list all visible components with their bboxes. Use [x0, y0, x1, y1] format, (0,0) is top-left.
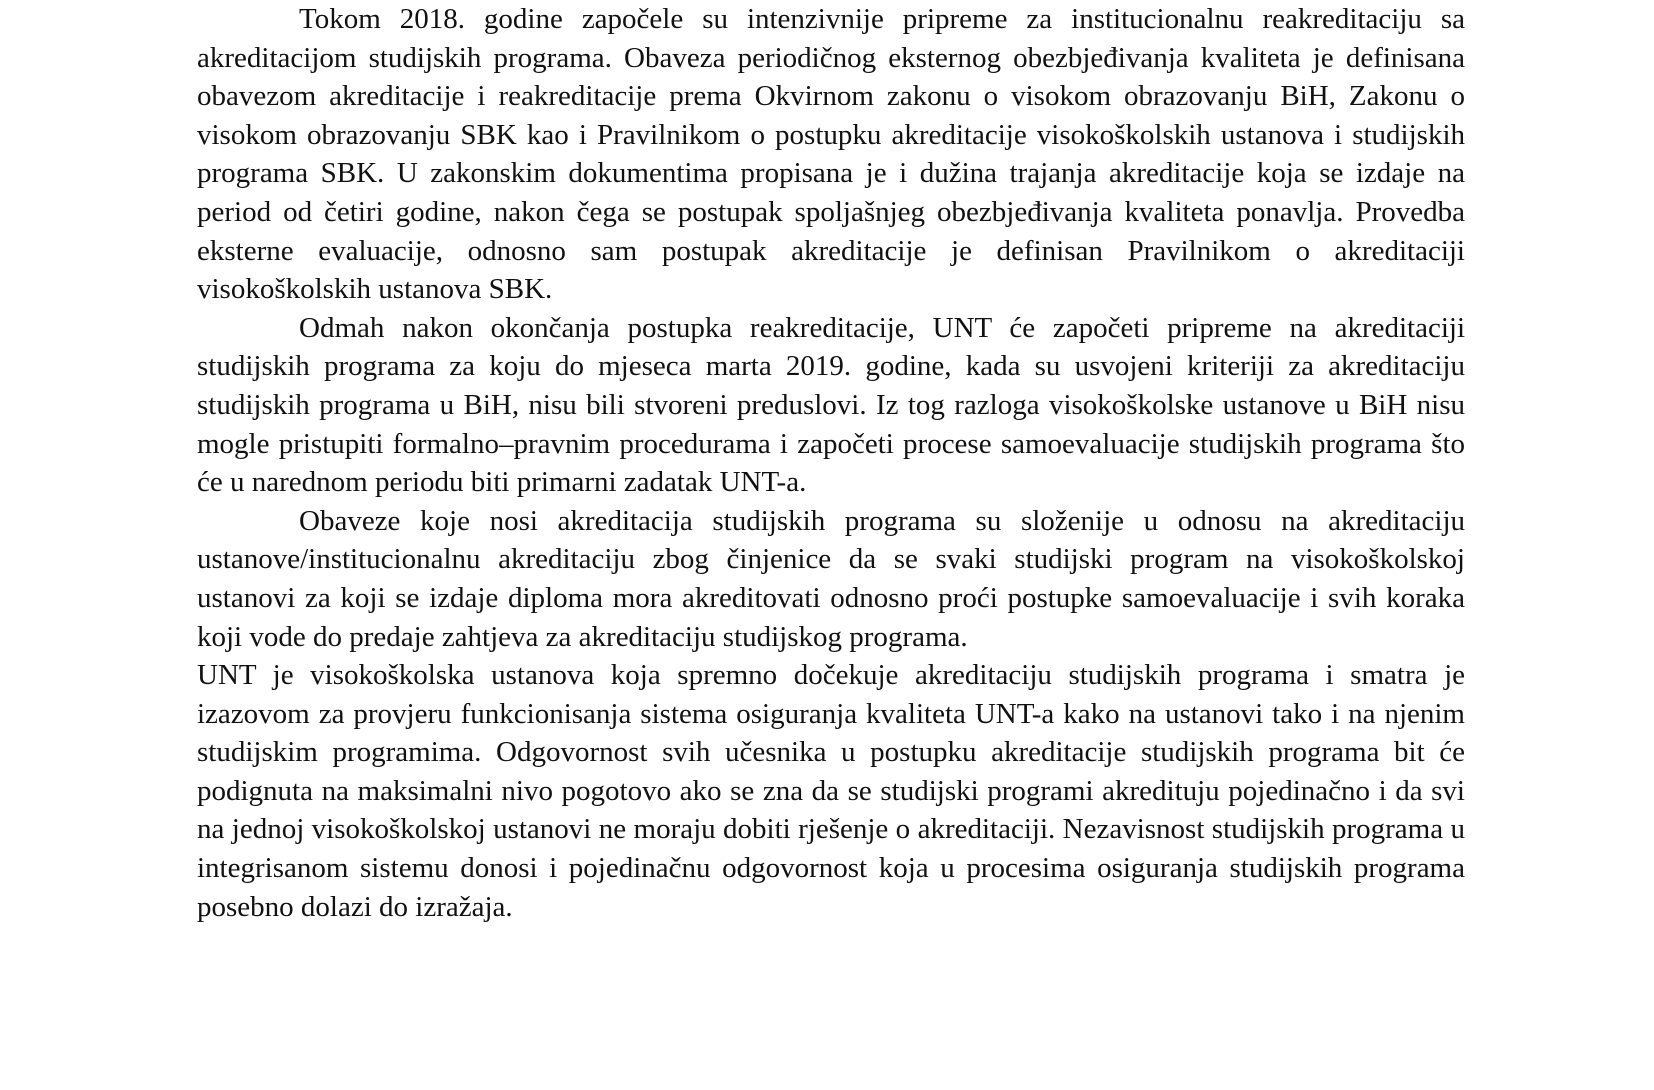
document-page: [197, 0, 1465, 926]
paragraph-4: UNT je visokoškolska ustanova koja spremno dočekuje akreditaciju studijskih programa i smatra je izazovom za provjeru funkcionisanja sistema osiguranja kvaliteta UNT-a kako na ustanovi tako i na njenim studijskim programima. Odgovornost svih učesnika u postupku akreditacije studijskih programa bit će podignuta na maksimalni nivo pogotovo ako se zna da se studijski programi akredituju pojedinačno i da svi na jednoj visokoškolskoj ustanovi ne moraju dobiti rješenje o akreditaciji. Nezavisnost studijskih programa u integrisanom sistemu donosi i pojedinačnu odgovornost koja u procesima osiguranja studijskih programa posebno dolazi do izražaja.: [197, 659, 1465, 923]
paragraph-3: Obaveze koje nosi akreditacija studijskih programa su složenije u odnosu na akreditaciju ustanove/institucionalnu akreditaciju zbog činjenice da se svaki studijski program na visokoškolskoj ustanovi za koji se izdaje diploma mora akreditovati odnosno proći postupke samoevaluacije i svih koraka koji vode do predaje zahtjeva za akreditaciju studijskog programa.: [197, 504, 1465, 653]
paragraph-2: Odmah nakon okončanja postupka reakreditacije, UNT će započeti pripreme na akreditaciji studijskih programa za koju do mjeseca marta 2019. godine, kada su usvojeni kriteriji za akreditaciju studijskih programa u BiH, nisu bili stvoreni preduslovi. Iz tog razloga visokoškolske ustanove u BiH nisu mogle pristupiti formalno–pravnim procedurama i započeti procese samoevaluacije studijskih programa što će u narednom periodu biti primarni zadatak UNT-a.: [197, 311, 1465, 499]
paragraph-1: Tokom 2018. godine započele su intenzivnije pripreme za institucionalnu reakreditaciju sa akreditacijom studijskih programa. Obaveza periodičnog eksternog obezbjeđivanja kvaliteta je definisana obavezom akreditacije i reakreditacije prema Okvirnom zakonu o visokom obrazovanju BiH, Zakonu o visokom obrazovanju SBK kao i Pravilnikom o postupku akreditacije visokoškolskih ustanova i studijskih programa SBK. U zakonskim dokumentima propisana je i dužina trajanja akreditacije koja se izdaje na period od četiri godine, nakon čega se postupak spoljašnjeg obezbjeđivanja kvaliteta ponavlja. Provedba eksterne evaluacije, odnosno sam postupak akreditacije je definisan Pravilnikom o akreditaciji visokoškolskih ustanova SBK.: [197, 3, 1465, 306]
